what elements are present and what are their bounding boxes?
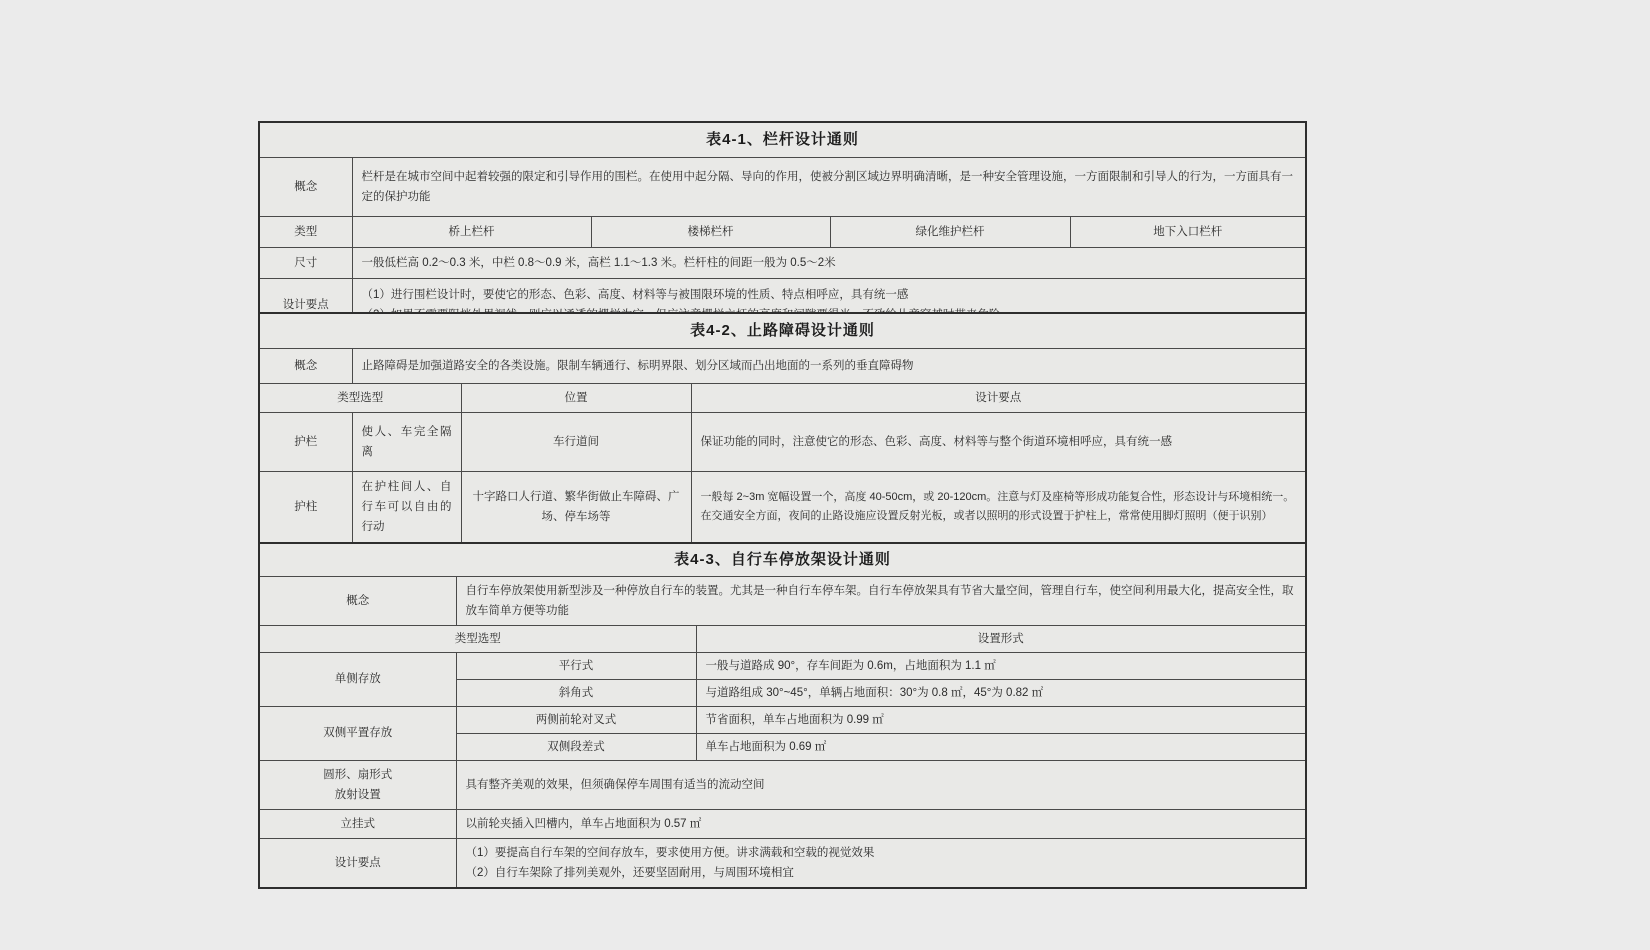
type-stair: 楼梯栏杆 — [591, 217, 830, 248]
table-4-1-title: 表4-1、栏杆设计通则 — [259, 122, 1306, 158]
huzhu-points — [691, 472, 1306, 544]
table-row — [259, 653, 1306, 680]
type-label: 类型 — [259, 217, 352, 248]
table-row — [259, 158, 1306, 217]
concept-label: 概念 — [259, 577, 456, 626]
style-stagger: 双侧段差式 — [456, 734, 696, 761]
huzhu-feature: 在护柱间人、自行车可以自由的行动 — [352, 472, 461, 544]
point-1: （1）要提高自行车架的空间存放车，要求使用方便。讲求满载和空载的视觉效果 — [465, 846, 875, 859]
table-row — [259, 761, 1306, 810]
table-row — [259, 472, 1306, 544]
table-row — [259, 217, 1306, 248]
concept-text: 自行车停放架使用新型涉及一种停放自行车的装置。尤其是一种自行车停车架。自行车停放架具有节省大量空间，管理自行车，使空间利用最大化，提高安全性，取放车简单方便等功能 — [456, 577, 1306, 626]
size-label: 尺寸 — [259, 248, 352, 279]
type-greenery: 绿化维护栏杆 — [830, 217, 1070, 248]
points-text — [456, 839, 1306, 889]
table-4-2-and-4-3-container — [258, 312, 1307, 889]
group-double-side: 双侧平置存放 — [259, 707, 456, 761]
hulan-feature: 使人、车完全隔离 — [352, 413, 461, 472]
concept-text: 栏杆是在城市空间中起着较强的限定和引导作用的围栏。在使用中起分隔、导向的作用，使被分割区域边界明确清晰，是一种安全管理设施，一方面限制和引导人的行为，一方面具有一定的保护功能 — [352, 158, 1306, 217]
group-hang: 立挂式 — [259, 810, 456, 839]
huzhu-points-line-1: 一般每 2~3m 宽幅设置一个，高度 40-50cm，或 20-120cm。注意与灯及座椅等形成功能复合性，形态设计与环境相统一。 — [700, 490, 1295, 503]
type-underground: 地下入口栏杆 — [1070, 217, 1306, 248]
table-4-1-container — [258, 121, 1307, 333]
form-oblique: 与道路组成 30°~45°，单辆占地面积：30°为 0.8 ㎡，45°为 0.82 ㎡ — [696, 680, 1306, 707]
header-form: 设置形式 — [696, 626, 1306, 653]
group-radial — [259, 761, 456, 810]
table-row — [259, 248, 1306, 279]
concept-label: 概念 — [259, 158, 352, 217]
header-type: 类型选型 — [259, 626, 696, 653]
hulan-position: 车行道间 — [461, 413, 691, 472]
table-row — [259, 543, 1306, 577]
concept-text: 止路障碍是加强道路安全的各类设施。限制车辆通行、标明界限、划分区域而凸出地面的一系列的垂直障碍物 — [352, 349, 1306, 384]
style-oblique: 斜角式 — [456, 680, 696, 707]
points-label: 设计要点 — [259, 279, 352, 333]
header-points: 设计要点 — [691, 384, 1306, 413]
form-parallel: 一般与道路成 90°，存车间距为 0.6m，占地面积为 1.1 ㎡ — [696, 653, 1306, 680]
form-hang: 以前轮夹插入凹槽内，单车占地面积为 0.57 ㎡ — [456, 810, 1306, 839]
size-text: 一般低栏高 0.2～0.3 米，中栏 0.8～0.9 米，高栏 1.1～1.3 米。栏杆柱的间距一般为 0.5～2米 — [352, 248, 1306, 279]
group-radial-line-1: 圆形、扇形式 — [323, 768, 393, 781]
huzhu-label: 护柱 — [259, 472, 352, 544]
form-radial: 具有整齐美观的效果，但须确保停车周围有适当的流动空间 — [456, 761, 1306, 810]
table-row — [259, 810, 1306, 839]
type-bridge: 桥上栏杆 — [352, 217, 591, 248]
table-row — [259, 707, 1306, 734]
hulan-label: 护栏 — [259, 413, 352, 472]
table-4-2-title: 表4-2、止路障碍设计通则 — [259, 313, 1306, 349]
header-type: 类型选型 — [259, 384, 461, 413]
table-row — [259, 122, 1306, 158]
huzhu-position: 十字路口人行道、繁华街做止车障碍、广场、停车场等 — [461, 472, 691, 544]
points-label: 设计要点 — [259, 839, 456, 889]
form-cross: 节省面积，单车占地面积为 0.99 ㎡ — [696, 707, 1306, 734]
group-radial-line-2: 放射设置 — [334, 789, 381, 801]
table-4-2 — [258, 312, 1307, 544]
table-row — [259, 626, 1306, 653]
table-row — [259, 839, 1306, 889]
point-2: （2）自行车架除了排列美观外，还要坚固耐用，与周围环境相宜 — [465, 867, 794, 879]
table-row — [259, 384, 1306, 413]
concept-label: 概念 — [259, 349, 352, 384]
point-1: （1）进行围栏设计时，要使它的形态、色彩、高度、材料等与被围限环境的性质、特点相呼应，具有统一感 — [361, 288, 909, 301]
table-4-3-title: 表4-3、自行车停放架设计通则 — [259, 543, 1306, 577]
table-row — [259, 349, 1306, 384]
style-parallel: 平行式 — [456, 653, 696, 680]
form-stagger: 单车占地面积为 0.69 ㎡ — [696, 734, 1306, 761]
table-row — [259, 313, 1306, 349]
table-4-3 — [258, 542, 1307, 889]
table-row — [259, 577, 1306, 626]
header-position: 位置 — [461, 384, 691, 413]
table-4-1 — [258, 121, 1307, 333]
group-single-side: 单侧存放 — [259, 653, 456, 707]
hulan-points: 保证功能的同时，注意使它的形态、色彩、高度、材料等与整个街道环境相呼应，具有统一感 — [691, 413, 1306, 472]
table-row — [259, 413, 1306, 472]
style-cross: 两侧前轮对叉式 — [456, 707, 696, 734]
huzhu-points-line-2: 在交通安全方面，夜间的止路设施应设置反射光板，或者以照明的形式设置于护柱上，常常使用脚灯照明（便于识别） — [700, 510, 1273, 522]
